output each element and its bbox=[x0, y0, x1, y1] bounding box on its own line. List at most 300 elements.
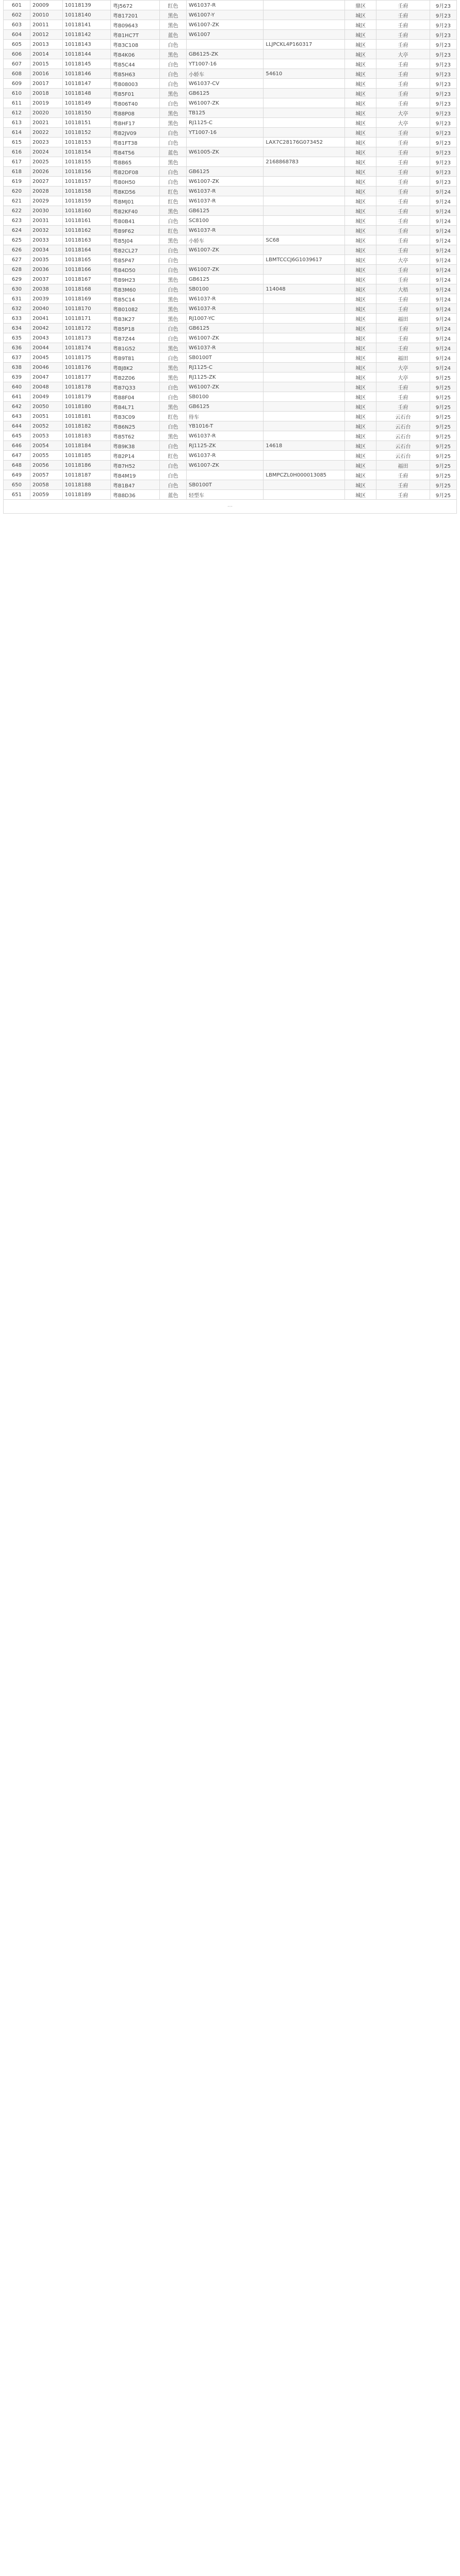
district-cell: 城区 bbox=[345, 89, 376, 98]
district-cell: 城区 bbox=[345, 353, 376, 363]
vehicle-model-cell: YT1007-16 bbox=[187, 59, 264, 69]
vehicle-color-cell: 白色 bbox=[160, 382, 187, 392]
table-row bbox=[4, 461, 457, 470]
vehicle-model-cell: SB0100 bbox=[187, 392, 264, 402]
vin-code-cell bbox=[264, 353, 345, 363]
table-body bbox=[4, 1, 457, 514]
vin-code-cell bbox=[264, 480, 345, 490]
vin-code-cell: SC68 bbox=[264, 235, 345, 245]
vehicle-color-cell: 白色 bbox=[160, 69, 187, 79]
record-number-cell: 20031 bbox=[30, 216, 62, 226]
row-index-cell: 604 bbox=[4, 30, 30, 40]
plate-number-cell: 粤B0H50 bbox=[110, 177, 159, 187]
vin-code-cell: 14618 bbox=[264, 441, 345, 451]
vehicle-color-cell: 白色 bbox=[160, 177, 187, 187]
serial-code-cell: 10118169 bbox=[62, 294, 110, 304]
plate-number-cell: 粤B2DF08 bbox=[110, 167, 159, 177]
row-index-cell: 650 bbox=[4, 480, 30, 490]
record-number-cell: 20035 bbox=[30, 255, 62, 265]
date-cell: 9月23 bbox=[430, 138, 456, 147]
serial-code-cell: 10118176 bbox=[62, 363, 110, 372]
date-cell: 9月23 bbox=[430, 49, 456, 59]
table-row bbox=[4, 40, 457, 49]
date-cell: 9月24 bbox=[430, 304, 456, 314]
date-cell: 9月24 bbox=[430, 324, 456, 333]
row-index-cell: 651 bbox=[4, 490, 30, 500]
plate-number-cell: 粤BHF17 bbox=[110, 118, 159, 128]
vehicle-color-cell: 白色 bbox=[160, 333, 187, 343]
serial-code-cell: 10118187 bbox=[62, 470, 110, 480]
vehicle-model-cell: W61007-ZK bbox=[187, 20, 264, 30]
plate-number-cell: 粤B3K27 bbox=[110, 314, 159, 324]
vehicle-model-cell: W61007-ZK bbox=[187, 265, 264, 275]
vehicle-color-cell: 黑色 bbox=[160, 20, 187, 30]
plate-number-cell: 粤J5672 bbox=[110, 1, 159, 10]
serial-code-cell: 10118156 bbox=[62, 167, 110, 177]
vehicle-model-cell: W61037-R bbox=[187, 226, 264, 235]
district-cell: 城区 bbox=[345, 431, 376, 441]
plate-number-cell: 粤B09643 bbox=[110, 20, 159, 30]
vin-code-cell bbox=[264, 20, 345, 30]
vehicle-model-cell: W61007-ZK bbox=[187, 461, 264, 470]
table-row bbox=[4, 235, 457, 245]
district-cell: 城区 bbox=[345, 245, 376, 255]
record-number-cell: 20030 bbox=[30, 206, 62, 216]
record-number-cell: 20012 bbox=[30, 30, 62, 40]
row-index-cell: 639 bbox=[4, 372, 30, 382]
vehicle-color-cell: 黑色 bbox=[160, 314, 187, 324]
vin-code-cell bbox=[264, 30, 345, 40]
vehicle-model-cell: YB1016-T bbox=[187, 421, 264, 431]
vehicle-model-cell: 小轿车 bbox=[187, 69, 264, 79]
location-cell: 壬府 bbox=[376, 206, 430, 216]
location-cell: 壬府 bbox=[376, 245, 430, 255]
plate-number-cell: 粤B7Q33 bbox=[110, 382, 159, 392]
row-index-cell: 622 bbox=[4, 206, 30, 216]
date-cell: 9月23 bbox=[430, 30, 456, 40]
location-cell: 壬府 bbox=[376, 324, 430, 333]
location-cell: 壬府 bbox=[376, 89, 430, 98]
record-number-cell: 20023 bbox=[30, 138, 62, 147]
row-index-cell: 643 bbox=[4, 412, 30, 421]
serial-code-cell: 10118139 bbox=[62, 1, 110, 10]
serial-code-cell: 10118151 bbox=[62, 118, 110, 128]
plate-number-cell: 粤B6N25 bbox=[110, 421, 159, 431]
row-index-cell: 616 bbox=[4, 147, 30, 157]
table-row bbox=[4, 147, 457, 157]
record-number-cell: 20056 bbox=[30, 461, 62, 470]
district-cell: 城区 bbox=[345, 304, 376, 314]
table-row bbox=[4, 49, 457, 59]
table-row bbox=[4, 451, 457, 461]
district-cell: 城区 bbox=[345, 118, 376, 128]
table-row bbox=[4, 118, 457, 128]
table-row bbox=[4, 343, 457, 353]
district-cell: 城区 bbox=[345, 284, 376, 294]
row-index-cell: 607 bbox=[4, 59, 30, 69]
district-cell: 城区 bbox=[345, 461, 376, 470]
district-cell: 城区 bbox=[345, 49, 376, 59]
record-number-cell: 20045 bbox=[30, 353, 62, 363]
serial-code-cell: 10118154 bbox=[62, 147, 110, 157]
vehicle-model-cell: W61007-ZK bbox=[187, 177, 264, 187]
row-index-cell: 609 bbox=[4, 79, 30, 89]
location-cell: 壬府 bbox=[376, 294, 430, 304]
date-cell: 9月23 bbox=[430, 108, 456, 118]
location-cell: 大亭 bbox=[376, 49, 430, 59]
vin-code-cell bbox=[264, 187, 345, 196]
location-cell: 壬府 bbox=[376, 470, 430, 480]
vin-code-cell: LBMTCCCJ6G1039617 bbox=[264, 255, 345, 265]
table-row bbox=[4, 363, 457, 372]
table-row bbox=[4, 304, 457, 314]
table-row bbox=[4, 392, 457, 402]
district-cell: 城区 bbox=[345, 187, 376, 196]
row-index-cell: 614 bbox=[4, 128, 30, 138]
date-cell: 9月23 bbox=[430, 167, 456, 177]
serial-code-cell: 10118157 bbox=[62, 177, 110, 187]
table-row bbox=[4, 1, 457, 10]
vehicle-color-cell: 蓝色 bbox=[160, 30, 187, 40]
location-cell: 壬府 bbox=[376, 265, 430, 275]
date-cell: 9月23 bbox=[430, 98, 456, 108]
record-number-cell: 20046 bbox=[30, 363, 62, 372]
vin-code-cell: LAX7C28176G073452 bbox=[264, 138, 345, 147]
district-cell: 城区 bbox=[345, 480, 376, 490]
serial-code-cell: 10118171 bbox=[62, 314, 110, 324]
plate-number-cell: 粤B7H52 bbox=[110, 461, 159, 470]
location-cell: 壬府 bbox=[376, 235, 430, 245]
row-index-cell: 605 bbox=[4, 40, 30, 49]
vehicle-model-cell: W61037-R bbox=[187, 431, 264, 441]
vin-code-cell bbox=[264, 372, 345, 382]
plate-number-cell: 粤BJ8K2 bbox=[110, 363, 159, 372]
district-cell: 城区 bbox=[345, 108, 376, 118]
record-number-cell: 20020 bbox=[30, 108, 62, 118]
record-number-cell: 20028 bbox=[30, 187, 62, 196]
row-index-cell: 632 bbox=[4, 304, 30, 314]
row-index-cell: 638 bbox=[4, 363, 30, 372]
vehicle-model-cell bbox=[187, 255, 264, 265]
serial-code-cell: 10118168 bbox=[62, 284, 110, 294]
plate-number-cell: 粤B2KF40 bbox=[110, 206, 159, 216]
vehicle-color-cell: 白色 bbox=[160, 392, 187, 402]
row-index-cell: 621 bbox=[4, 196, 30, 206]
vin-code-cell: 2168868783 bbox=[264, 157, 345, 167]
plate-number-cell: 粤B9T81 bbox=[110, 353, 159, 363]
record-number-cell: 20038 bbox=[30, 284, 62, 294]
vehicle-model-cell: 轻型车 bbox=[187, 490, 264, 500]
plate-number-cell: 粤B2CL27 bbox=[110, 245, 159, 255]
vin-code-cell bbox=[264, 177, 345, 187]
serial-code-cell: 10118170 bbox=[62, 304, 110, 314]
record-number-cell: 20009 bbox=[30, 1, 62, 10]
vehicle-model-cell: W61007-ZK bbox=[187, 333, 264, 343]
plate-number-cell: 粤B1FT38 bbox=[110, 138, 159, 147]
plate-number-cell: 粤B3C108 bbox=[110, 40, 159, 49]
date-cell: 9月24 bbox=[430, 294, 456, 304]
serial-code-cell: 10118182 bbox=[62, 421, 110, 431]
serial-code-cell: 10118158 bbox=[62, 187, 110, 196]
vehicle-model-cell: W61007 bbox=[187, 30, 264, 40]
plate-number-cell: 粤B17201 bbox=[110, 10, 159, 20]
vin-code-cell bbox=[264, 461, 345, 470]
location-cell: 壬府 bbox=[376, 98, 430, 108]
vin-code-cell bbox=[264, 412, 345, 421]
plate-number-cell: 粤B0B41 bbox=[110, 216, 159, 226]
location-cell: 大亭 bbox=[376, 255, 430, 265]
district-cell: 城区 bbox=[345, 196, 376, 206]
plate-number-cell: 粤B4K06 bbox=[110, 49, 159, 59]
row-index-cell: 642 bbox=[4, 402, 30, 412]
vin-code-cell bbox=[264, 392, 345, 402]
plate-number-cell: 粤B2P14 bbox=[110, 451, 159, 461]
vehicle-color-cell: 红色 bbox=[160, 226, 187, 235]
date-cell: 9月23 bbox=[430, 147, 456, 157]
serial-code-cell: 10118161 bbox=[62, 216, 110, 226]
vehicle-model-cell: RJ1125-ZK bbox=[187, 441, 264, 451]
table-row bbox=[4, 431, 457, 441]
row-index-cell: 602 bbox=[4, 10, 30, 20]
location-cell: 壬府 bbox=[376, 490, 430, 500]
vehicle-color-cell: 黑色 bbox=[160, 363, 187, 372]
plate-number-cell: 粤B8F04 bbox=[110, 392, 159, 402]
record-number-cell: 20050 bbox=[30, 402, 62, 412]
serial-code-cell: 10118141 bbox=[62, 20, 110, 30]
location-cell: 云石台 bbox=[376, 441, 430, 451]
plate-number-cell: 粤B1B47 bbox=[110, 480, 159, 490]
vin-code-cell bbox=[264, 363, 345, 372]
table-row bbox=[4, 30, 457, 40]
record-number-cell: 20055 bbox=[30, 451, 62, 461]
record-number-cell: 20024 bbox=[30, 147, 62, 157]
record-number-cell: 20027 bbox=[30, 177, 62, 187]
vehicle-model-cell: GB6125 bbox=[187, 275, 264, 284]
date-cell: 9月23 bbox=[430, 59, 456, 69]
date-cell: 9月25 bbox=[430, 490, 456, 500]
row-index-cell: 625 bbox=[4, 235, 30, 245]
table-row bbox=[4, 412, 457, 421]
row-index-cell: 647 bbox=[4, 451, 30, 461]
district-cell: 城区 bbox=[345, 255, 376, 265]
district-cell: 城区 bbox=[345, 421, 376, 431]
plate-number-cell: 粤B5P47 bbox=[110, 255, 159, 265]
location-cell: 福田 bbox=[376, 461, 430, 470]
vin-code-cell bbox=[264, 108, 345, 118]
date-cell: 9月24 bbox=[430, 206, 456, 216]
plate-number-cell: 粤B4T56 bbox=[110, 147, 159, 157]
record-number-cell: 20051 bbox=[30, 412, 62, 421]
serial-code-cell: 10118172 bbox=[62, 324, 110, 333]
table-row bbox=[4, 294, 457, 304]
location-cell: 壬府 bbox=[376, 382, 430, 392]
district-cell: 城区 bbox=[345, 372, 376, 382]
plate-number-cell: 粤B8D36 bbox=[110, 490, 159, 500]
vin-code-cell: 114048 bbox=[264, 284, 345, 294]
vin-code-cell bbox=[264, 206, 345, 216]
vin-code-cell bbox=[264, 431, 345, 441]
record-number-cell: 20022 bbox=[30, 128, 62, 138]
location-cell: 大亭 bbox=[376, 363, 430, 372]
continuation-marker: ⋯ bbox=[4, 500, 457, 514]
row-index-cell: 636 bbox=[4, 343, 30, 353]
location-cell: 壬府 bbox=[376, 20, 430, 30]
row-index-cell: 615 bbox=[4, 138, 30, 147]
vehicle-color-cell: 蓝色 bbox=[160, 147, 187, 157]
plate-number-cell: 粤B5C44 bbox=[110, 59, 159, 69]
row-index-cell: 627 bbox=[4, 255, 30, 265]
vin-code-cell: LBMPCZL0H000013085 bbox=[264, 470, 345, 480]
record-number-cell: 20058 bbox=[30, 480, 62, 490]
table-row bbox=[4, 157, 457, 167]
district-cell: 城区 bbox=[345, 147, 376, 157]
plate-number-cell: 粤B5T62 bbox=[110, 431, 159, 441]
vehicle-color-cell: 白色 bbox=[160, 255, 187, 265]
location-cell: 壬府 bbox=[376, 343, 430, 353]
serial-code-cell: 10118147 bbox=[62, 79, 110, 89]
serial-code-cell: 10118150 bbox=[62, 108, 110, 118]
location-cell: 壬府 bbox=[376, 226, 430, 235]
table-row bbox=[4, 421, 457, 431]
record-number-cell: 20015 bbox=[30, 59, 62, 69]
table-row bbox=[4, 187, 457, 196]
vin-code-cell bbox=[264, 451, 345, 461]
district-cell: 城区 bbox=[345, 226, 376, 235]
district-cell: 城区 bbox=[345, 10, 376, 20]
record-number-cell: 20018 bbox=[30, 89, 62, 98]
vehicle-color-cell: 白色 bbox=[160, 128, 187, 138]
vehicle-model-cell: YT1007-16 bbox=[187, 128, 264, 138]
district-cell: 城区 bbox=[345, 333, 376, 343]
row-index-cell: 612 bbox=[4, 108, 30, 118]
row-index-cell: 631 bbox=[4, 294, 30, 304]
location-cell: 壬府 bbox=[376, 333, 430, 343]
serial-code-cell: 10118173 bbox=[62, 333, 110, 343]
vehicle-color-cell: 白色 bbox=[160, 353, 187, 363]
location-cell: 壬府 bbox=[376, 10, 430, 20]
district-cell: 城区 bbox=[345, 157, 376, 167]
vehicle-model-cell: 待车 bbox=[187, 412, 264, 421]
district-cell: 城区 bbox=[345, 294, 376, 304]
vehicle-color-cell: 黑色 bbox=[160, 89, 187, 98]
vehicle-model-cell: W61037-R bbox=[187, 343, 264, 353]
date-cell: 9月25 bbox=[430, 382, 456, 392]
table-row bbox=[4, 108, 457, 118]
vin-code-cell bbox=[264, 118, 345, 128]
record-number-cell: 20044 bbox=[30, 343, 62, 353]
serial-code-cell: 10118144 bbox=[62, 49, 110, 59]
vehicle-color-cell: 红色 bbox=[160, 187, 187, 196]
row-index-cell: 649 bbox=[4, 470, 30, 480]
plate-number-cell: 粤B5H63 bbox=[110, 69, 159, 79]
date-cell: 9月23 bbox=[430, 79, 456, 89]
serial-code-cell: 10118177 bbox=[62, 372, 110, 382]
row-index-cell: 620 bbox=[4, 187, 30, 196]
plate-number-cell: 粤BMJ01 bbox=[110, 196, 159, 206]
date-cell: 9月25 bbox=[430, 451, 456, 461]
vehicle-model-cell: W61037-R bbox=[187, 196, 264, 206]
record-number-cell: 20025 bbox=[30, 157, 62, 167]
record-number-cell: 20017 bbox=[30, 79, 62, 89]
record-number-cell: 20021 bbox=[30, 118, 62, 128]
date-cell: 9月24 bbox=[430, 216, 456, 226]
record-number-cell: 20016 bbox=[30, 69, 62, 79]
date-cell: 9月25 bbox=[430, 392, 456, 402]
date-cell: 9月24 bbox=[430, 187, 456, 196]
location-cell: 云石台 bbox=[376, 451, 430, 461]
vin-code-cell bbox=[264, 196, 345, 206]
date-cell: 9月23 bbox=[430, 1, 456, 10]
table-row bbox=[4, 20, 457, 30]
vin-code-cell: LLJPCKL4P160317 bbox=[264, 40, 345, 49]
record-number-cell: 20013 bbox=[30, 40, 62, 49]
vehicle-color-cell: 黑色 bbox=[160, 118, 187, 128]
table-row bbox=[4, 441, 457, 451]
plate-number-cell: 粤B7Z44 bbox=[110, 333, 159, 343]
vehicle-model-cell: GB6125 bbox=[187, 402, 264, 412]
vehicle-model-cell: GB6125 bbox=[187, 167, 264, 177]
date-cell: 9月25 bbox=[430, 421, 456, 431]
date-cell: 9月24 bbox=[430, 343, 456, 353]
district-cell: 城区 bbox=[345, 98, 376, 108]
table-row bbox=[4, 402, 457, 412]
vehicle-color-cell: 白色 bbox=[160, 480, 187, 490]
vehicle-model-cell: RJ1125-C bbox=[187, 363, 264, 372]
serial-code-cell: 10118188 bbox=[62, 480, 110, 490]
row-index-cell: 626 bbox=[4, 245, 30, 255]
vehicle-color-cell: 黑色 bbox=[160, 372, 187, 382]
vehicle-model-cell: W61007-Y bbox=[187, 10, 264, 20]
date-cell: 9月25 bbox=[430, 412, 456, 421]
vin-code-cell bbox=[264, 304, 345, 314]
row-index-cell: 611 bbox=[4, 98, 30, 108]
serial-code-cell: 10118142 bbox=[62, 30, 110, 40]
row-index-cell: 633 bbox=[4, 314, 30, 324]
vehicle-color-cell: 白色 bbox=[160, 216, 187, 226]
date-cell: 9月25 bbox=[430, 372, 456, 382]
vehicle-model-cell: W61037-R bbox=[187, 304, 264, 314]
vehicle-model-cell: RJ1007-YC bbox=[187, 314, 264, 324]
table-row bbox=[4, 10, 457, 20]
vehicle-color-cell: 白色 bbox=[160, 138, 187, 147]
record-number-cell: 20036 bbox=[30, 265, 62, 275]
plate-number-cell: 粤B3C09 bbox=[110, 412, 159, 421]
row-index-cell: 634 bbox=[4, 324, 30, 333]
record-number-cell: 20049 bbox=[30, 392, 62, 402]
district-cell: 城区 bbox=[345, 382, 376, 392]
vehicle-model-cell: RJ1125-ZK bbox=[187, 372, 264, 382]
serial-code-cell: 10118140 bbox=[62, 10, 110, 20]
district-cell: 城区 bbox=[345, 343, 376, 353]
table-row bbox=[4, 167, 457, 177]
date-cell: 9月25 bbox=[430, 480, 456, 490]
vehicle-color-cell: 白色 bbox=[160, 40, 187, 49]
vehicle-color-cell: 黑色 bbox=[160, 235, 187, 245]
vehicle-model-cell: SB0100T bbox=[187, 353, 264, 363]
row-index-cell: 640 bbox=[4, 382, 30, 392]
district-cell: 城区 bbox=[345, 138, 376, 147]
table-row bbox=[4, 265, 457, 275]
vin-code-cell bbox=[264, 89, 345, 98]
location-cell: 壬府 bbox=[376, 304, 430, 314]
vin-code-cell bbox=[264, 294, 345, 304]
table-row bbox=[4, 128, 457, 138]
date-cell: 9月23 bbox=[430, 157, 456, 167]
table-row bbox=[4, 177, 457, 187]
table-row bbox=[4, 206, 457, 216]
plate-number-cell: 粤B1HC7T bbox=[110, 30, 159, 40]
location-cell: 壬府 bbox=[376, 79, 430, 89]
